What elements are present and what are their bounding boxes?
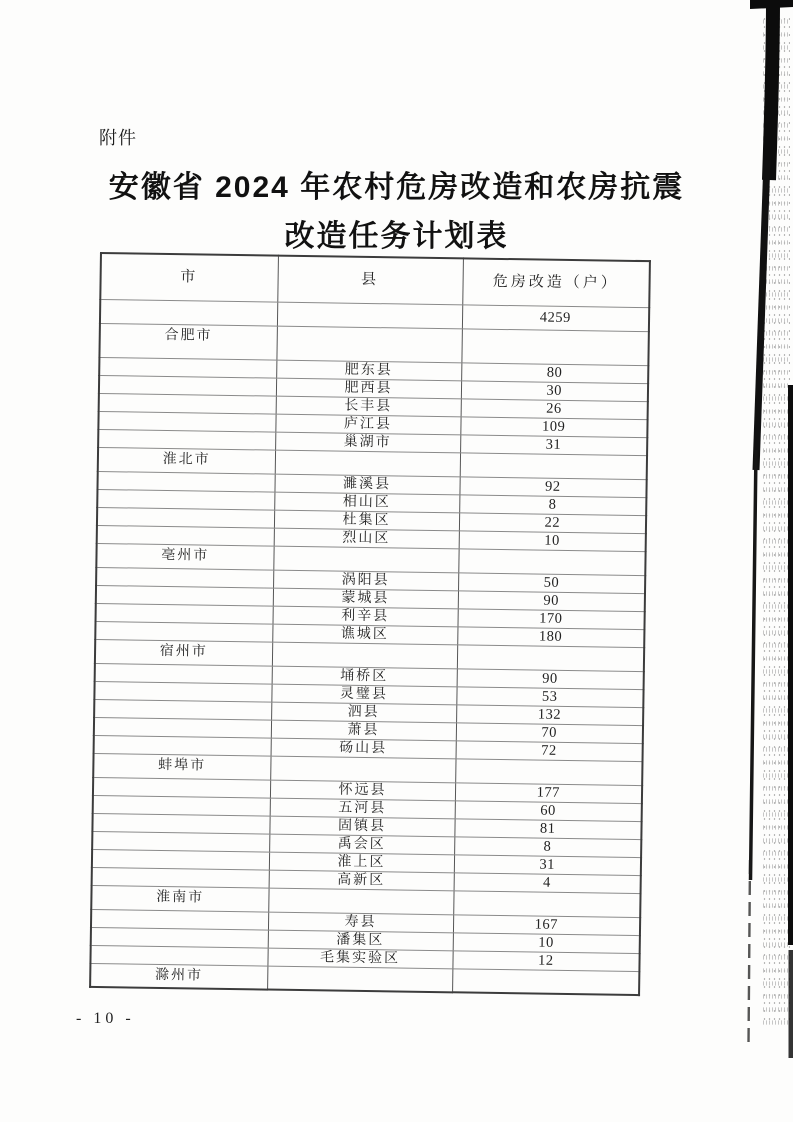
- county-cell: [267, 966, 452, 993]
- value-cell: 4: [454, 872, 641, 893]
- value-cell: 31: [460, 434, 647, 455]
- county-cell: 固镇县: [269, 816, 454, 837]
- county-cell: 肥西县: [276, 378, 461, 399]
- value-cell: 50: [458, 572, 645, 593]
- table-body: [90, 323, 649, 995]
- county-cell: 长丰县: [276, 396, 461, 417]
- total-county-cell: [277, 302, 462, 329]
- county-cell: 毛集实验区: [267, 948, 452, 969]
- county-cell: 泗县: [271, 702, 456, 723]
- city-cell: 亳州市: [96, 543, 273, 570]
- value-cell: 12: [452, 950, 639, 971]
- county-cell: [268, 888, 453, 915]
- header-renovation-households: 危房改造（户）: [462, 258, 650, 307]
- county-cell: 禹会区: [269, 834, 454, 855]
- value-cell: 80: [461, 362, 648, 383]
- county-cell: 庐江县: [275, 414, 460, 435]
- county-cell: 肥东县: [276, 360, 461, 381]
- county-cell: 五河县: [270, 798, 455, 819]
- county-cell: 淮上区: [269, 852, 454, 873]
- county-cell: [272, 642, 457, 669]
- value-cell: [455, 758, 642, 785]
- county-cell: 涡阳县: [273, 570, 458, 591]
- value-cell: [460, 452, 647, 479]
- county-cell: 萧县: [271, 720, 456, 741]
- value-cell: 167: [453, 914, 640, 935]
- value-cell: 81: [454, 818, 641, 839]
- county-cell: 巢湖市: [275, 432, 460, 453]
- value-cell: [458, 548, 645, 575]
- renovation-plan-table: [89, 252, 651, 996]
- value-cell: [452, 968, 639, 995]
- province-total-value: 4259: [462, 304, 649, 331]
- value-cell: 53: [456, 686, 643, 707]
- value-cell: 180: [457, 626, 644, 647]
- value-cell: 60: [455, 800, 642, 821]
- city-cell: 淮北市: [98, 447, 275, 474]
- county-cell: 怀远县: [270, 780, 455, 801]
- county-cell: 潘集区: [268, 930, 453, 951]
- value-cell: 177: [455, 782, 642, 803]
- county-cell: 杜集区: [274, 510, 459, 531]
- county-cell: 烈山区: [274, 528, 459, 549]
- county-cell: 埇桥区: [272, 666, 457, 687]
- value-cell: 72: [456, 740, 643, 761]
- title-line-2: 改造任务计划表: [284, 220, 509, 253]
- title-line-1: 安徽省 2024 年农村危房改造和农房抗震: [108, 171, 685, 204]
- value-cell: [457, 644, 644, 671]
- total-city-cell: [100, 299, 277, 326]
- value-cell: 70: [456, 722, 643, 743]
- value-cell: 170: [457, 608, 644, 629]
- value-cell: [461, 328, 648, 365]
- value-cell: [453, 890, 640, 917]
- city-cell: 合肥市: [99, 323, 276, 360]
- county-cell: 蒙城县: [273, 588, 458, 609]
- county-cell: [275, 450, 460, 477]
- city-cell: 宿州市: [95, 639, 272, 666]
- value-cell: 30: [461, 380, 648, 401]
- document-title: [0, 163, 793, 261]
- county-cell: 高新区: [269, 870, 454, 891]
- value-cell: 90: [458, 590, 645, 611]
- value-cell: 109: [460, 416, 647, 437]
- county-cell: 寿县: [268, 912, 453, 933]
- county-cell: [273, 546, 458, 573]
- attachment-label: 附件: [99, 128, 137, 148]
- value-cell: 8: [454, 836, 641, 857]
- city-cell: 蚌埠市: [93, 753, 270, 780]
- county-cell: [270, 756, 455, 783]
- header-city: 市: [100, 253, 278, 302]
- table-header-row: [100, 253, 650, 307]
- county-cell: 谯城区: [272, 624, 457, 645]
- county-cell: 灵璧县: [271, 684, 456, 705]
- header-county: 县: [277, 256, 463, 305]
- city-cell: 淮南市: [91, 885, 268, 912]
- county-cell: 砀山县: [271, 738, 456, 759]
- city-cell: 滁州市: [90, 963, 267, 990]
- value-cell: 10: [453, 932, 640, 953]
- county-cell: 相山区: [274, 492, 459, 513]
- county-cell: 濉溪县: [274, 474, 459, 495]
- value-cell: 92: [459, 476, 646, 497]
- page-number: - 10 -: [76, 1010, 135, 1027]
- value-cell: 26: [461, 398, 648, 419]
- county-cell: [276, 326, 461, 363]
- county-cell: 利辛县: [273, 606, 458, 627]
- value-cell: 90: [457, 668, 644, 689]
- value-cell: 22: [459, 512, 646, 533]
- value-cell: 132: [456, 704, 643, 725]
- value-cell: 10: [459, 530, 646, 551]
- value-cell: 31: [454, 854, 641, 875]
- value-cell: 8: [459, 494, 646, 515]
